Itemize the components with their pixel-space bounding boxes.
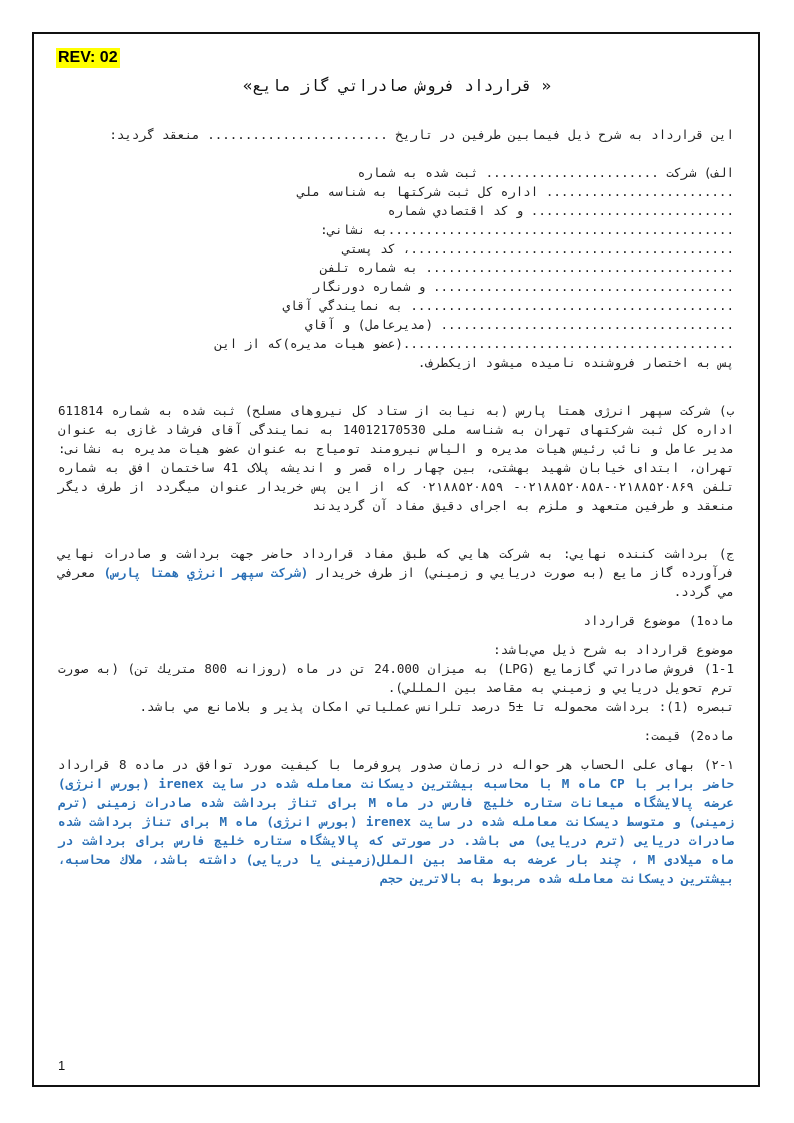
party-a-line: ......................... اداره كل ثبت شركتها به شناسه ملي	[297, 184, 734, 199]
party-a-line: ............................................(عضو هيات مديره)كه از اين	[214, 336, 734, 351]
party-a-line: ........................................... به نمايندگي آقاي	[282, 298, 734, 313]
party-a-line: الف) شركت ....................... ثبت شده به شماره	[357, 165, 734, 180]
party-a-line: ........................................ و شماره دورنگار	[312, 279, 734, 294]
party-c-highlight: (شركت سپهر انرژي همتا پارس)	[103, 565, 309, 580]
party-a-line: ...........................................، كد پستي	[342, 241, 734, 256]
party-a-line: ..............................................به نشاني:	[320, 222, 734, 237]
revision-badge: REV: 02	[58, 49, 118, 66]
article-2-heading: ماده2) قيمت:	[643, 728, 734, 743]
page-number: 1	[58, 1058, 66, 1073]
party-a-line: ....................................... (مديرعامل) و آقاي	[305, 317, 734, 332]
intro-paragraph: اين قرارداد به شرح ذيل فيمابين طرفين در تاريخ ........................ منعقد گرديد:	[109, 127, 734, 142]
document-title: « قرارداد فروش صادراتي گاز مايع»	[242, 76, 552, 95]
party-a-line: ........................... و كد اقتصادي شماره	[387, 203, 734, 218]
party-c-text: ج) برداشت كننده نهايي: به شركت هايي كه طبق مفاد قرارداد حاضر جهت برداشت و صادرات نهايي فرآورده گاز مايع (به صورت دريايي و زميني) از طرف خريدار	[58, 546, 735, 580]
article-2-paragraph	[58, 755, 734, 888]
party-b-paragraph: ب) شرکت سپهر انرژی همتا پارس (به نيابت از ستاد کل نيروهای مسلح) ثبت شده به شماره 611814 اداره کل ثبت شرکتهای تهران به شناسه ملی 14012170530 به نمايندگی آقای فرشاد غازی به عنوان مدير عامل و نائب رئيس هيات مديره و الياس نيرومند تومياج به عنوان عضو هيات مديره به نشانی: تهران، ابتدای خيابان شهيد بهشتی، بين چهار راه قصر و انديشه پلاک 41 ساختمان افق به شماره تلفن ۰۲۱۸۸۵۲۰۸۶۹-۰۲۱۸۸۵۲۰۸۵۸- ۰۲۱۸۸۵۲۰۸۵۹ كه از اين پس خريدار عنوان ميگردد از طرف ديگر منعقد و طرفين متعهد و ملزم به اجرای دقيق مفاد آن گرديدند	[58, 403, 734, 513]
article-1-heading: ماده1) موضوع قرارداد	[583, 613, 734, 628]
party-c-paragraph	[58, 544, 734, 601]
party-a-line: ......................................... به شماره تلفن	[320, 260, 734, 275]
party-a-section	[58, 163, 734, 372]
party-a-line: پس به اختصار فروشنده ناميده ميشود ازيكطرف.	[417, 355, 734, 370]
contract-body	[58, 125, 734, 888]
article-2-intro: ۲-۱) بهای علی الحساب هر حواله در زمان صدور پروفرما با كيفيت مورد توافق در ماده 8 قرارداد	[58, 757, 734, 772]
article-2-pricing-terms: حاضر برابر با CP ماه M با محاسبه بيشترين ديسكانت معامله شده در سايت irenex (بورس انرژی) عرضه پالايشگاه ميعانات ستاره خليج فارس در ماه M برای تناژ برداشت شده صادرات زمينی (ترم زمينی) و متوسط ديسكانت معامله شده در سايت irenex (بورس انرژی) ماه M برای تناژ برداشت شده صادرات دريايی (ترم دريايی) می باشد. در صورتی كه پالايشگاه ستاره خليج فارس برای برداشت در ماه ميلادی M ، چند بار عرضه به مقاصد بين الملل(زمينی يا دريايی) داشته باشد، ملاك محاسبه، بيشترين ديسكانت معامله شده مربوط به بالاترين حجم	[58, 776, 735, 886]
party-c-tail: معرفي مي گردد.	[58, 565, 734, 599]
article-1-note: تبصره (1): برداشت محموله تا ±5 درصد تلرانس عملياتي امكان پذير و بلامانع مي باشد.	[139, 699, 734, 714]
article-1-lead: موضوع قرارداد به شرح ذيل مي‌باشد:	[493, 642, 734, 657]
article-1-clause: 1-1) فروش صادراتي گازمايع (LPG) به ميزان 24.000 تن در ماه (روزانه 800 متريك تن) (به صورت ترم تحويل دريايي و زميني به مقاصد بين المللي).	[58, 661, 734, 695]
